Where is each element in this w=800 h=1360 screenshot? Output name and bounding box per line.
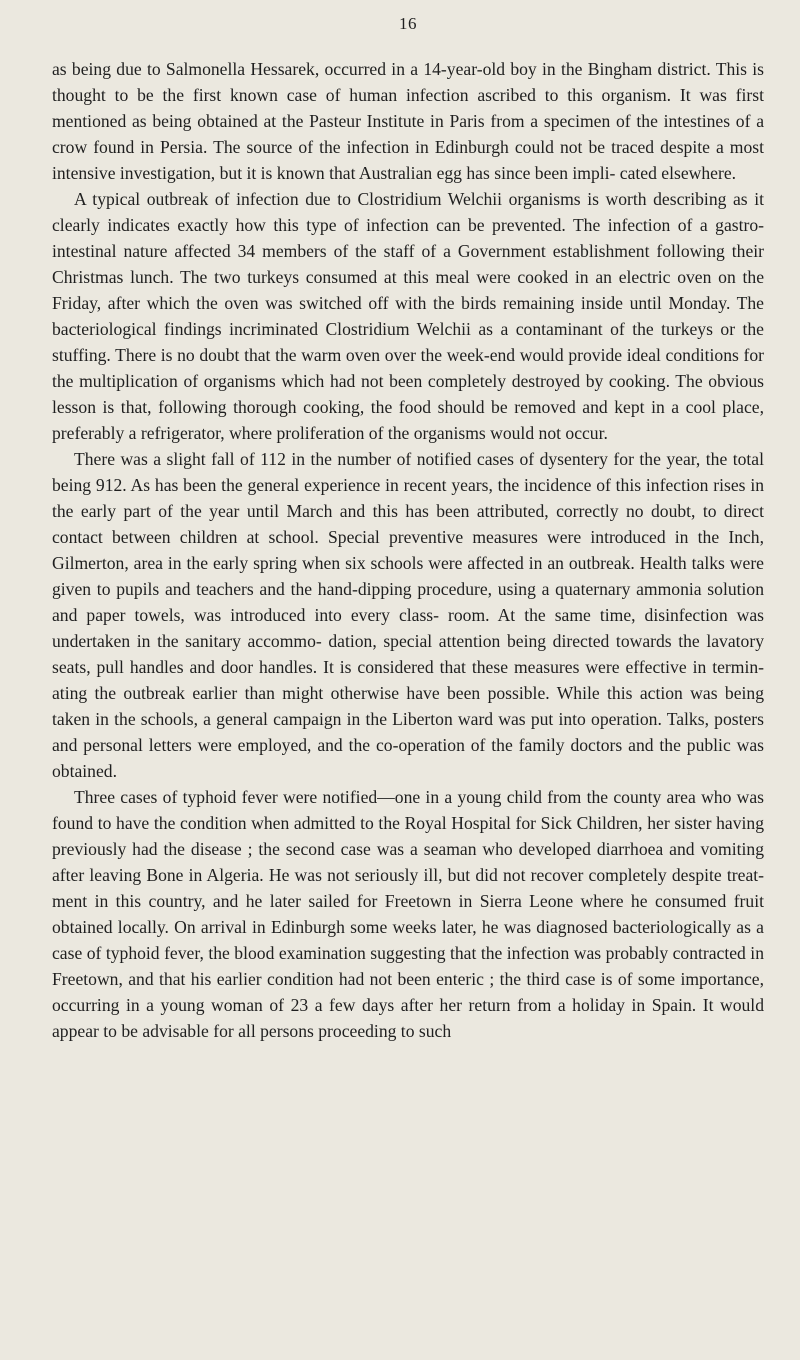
paragraph-typhoid-fever: Three cases of typhoid fever were notified—one in a young child from the county area who was found to have the condition when admitted to the Royal Hospital for Sick Children, her sister having previously had the disease ; the second case was a seaman who developed diarrhoea and vomiting after leaving Bone in Algeria. He was not seriously ill, but did not recover completely despite treat- ment in this country, and he later sailed for Freetown in Sierra Leone where he consumed fruit obtained locally. On arrival in Edinburgh some weeks later, he was diagnosed bacteriologically as a case of typhoid fever, the blood examination suggesting that the infection was probably contracted in Freetown, and that his earlier condition had not been enteric ; the third case is of some importance, occurring in a young woman of 23 a few days after her return from a holiday in Spain. It would appear to be advisable for all persons proceeding to such <box>52 787 764 1041</box>
page-number: 16 <box>399 14 417 33</box>
paragraph-dysentery: There was a slight fall of 112 in the number of notified cases of dysentery for the year, the total being 912. As has been the general experience in recent years, the incidence of this infection rises in the early part of the year until March and this has been attributed, correctly no doubt, to direct contact between children at school. Special preventive measures were introduced in the Inch, Gilmerton, area in the early spring when six schools were affected in an outbreak. Health talks were given to pupils and teachers and the hand-dipping procedure, using a quaternary ammonia solution and paper towels, was introduced into every class- room. At the same time, disinfection was undertaken in the sanitary accommo- dation, special attention being directed towards the lavatory seats, pull handles and door handles. It is considered that these measures were effective in termin- ating the outbreak earlier than might otherwise have been possible. While this action was being taken in the schools, a general campaign in the Liberton ward was put into operation. Talks, posters and personal letters were employed, and the co-operation of the family doctors and the public was obtained. <box>52 449 764 781</box>
paragraph-clostridium-outbreak: A typical outbreak of infection due to Clostridium Welchii organisms is worth describing as it clearly indicates exactly how this type of infection can be prevented. The infection of a gastro-intestinal nature affected 34 members of the staff of a Government establishment following their Christmas lunch. The two turkeys consumed at this meal were cooked in an electric oven on the Friday, after which the oven was switched off with the birds remaining inside until Monday. The bacteriological findings incriminated Clostridium Welchii as a contaminant of the turkeys or the stuffing. There is no doubt that the warm oven over the week-end would provide ideal conditions for the multiplication of organisms which had not been completely destroyed by cooking. The obvious lesson is that, following thorough cooking, the food should be removed and kept in a cool place, preferably a refrigerator, where proliferation of the organisms would not occur. <box>52 189 764 443</box>
paragraph-salmonella-continued: as being due to Salmonella Hessarek, occurred in a 14-year-old boy in the Bingham district. This is thought to be the first known case of human infection ascribed to this organism. It was first mentioned as being obtained at the Pasteur Institute in Paris from a specimen of the intestines of a crow found in Persia. The source of the infection in Edinburgh could not be traced despite a most intensive investigation, but it is known that Australian egg has since been impli- cated elsewhere. <box>52 59 764 183</box>
